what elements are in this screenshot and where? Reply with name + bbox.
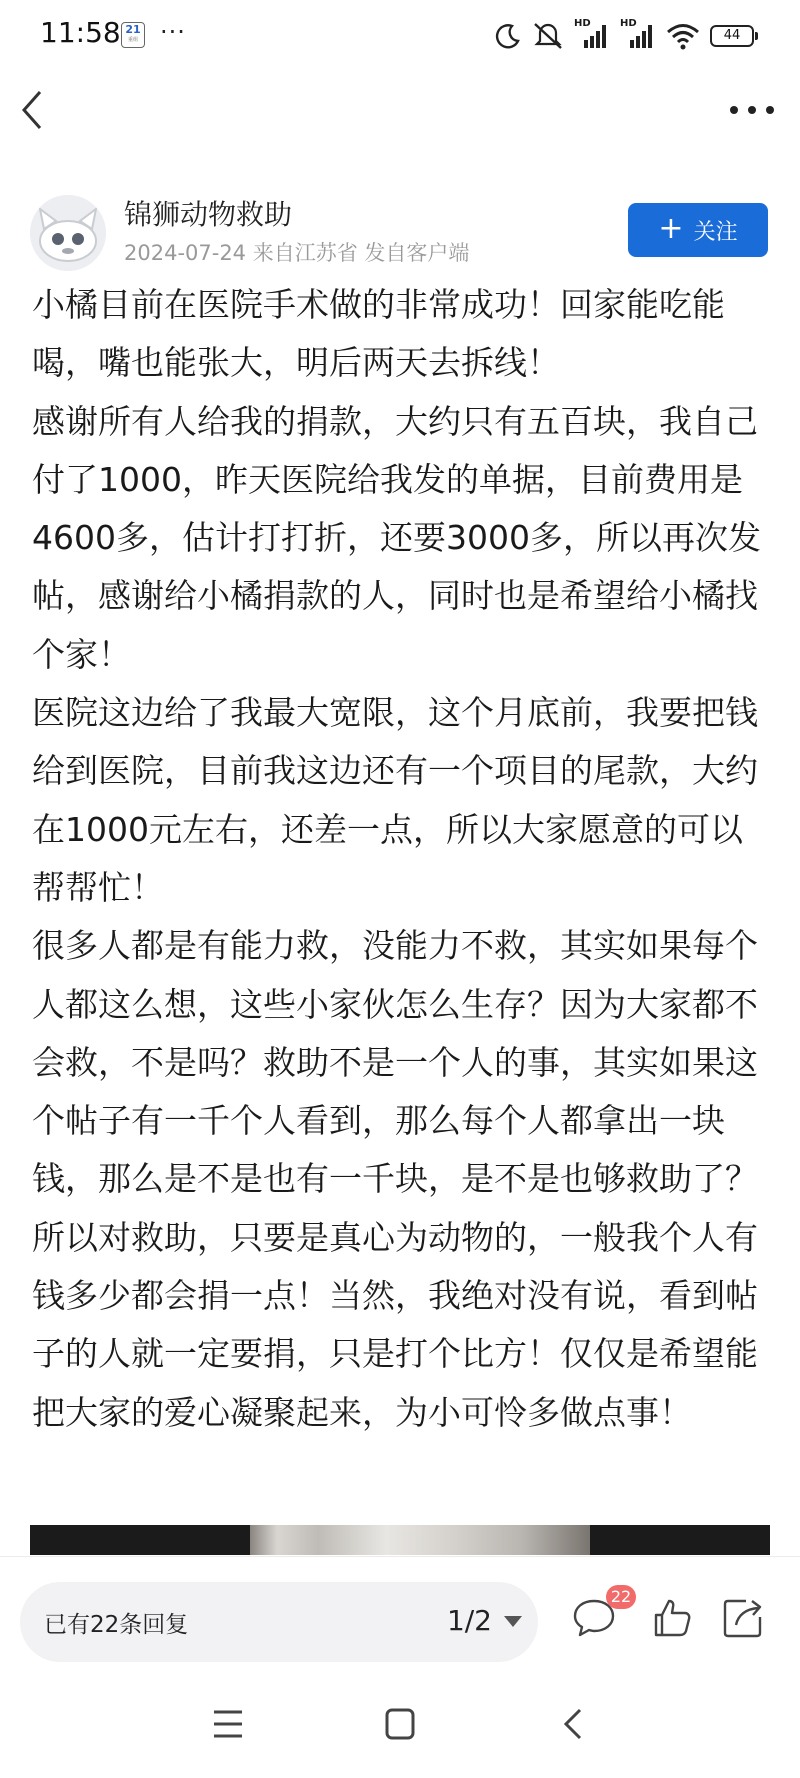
post-header [0,185,800,270]
signal-hd-label: HD [574,18,591,29]
app-notification-icon [121,22,145,48]
wifi-icon [666,22,700,50]
signal-strength-icon [574,18,610,50]
app-badge-caption: 重组 [127,37,138,43]
default-avatar-icon [30,195,106,271]
system-navigation-bar [0,1664,800,1778]
back-button[interactable] [10,82,58,138]
battery-icon: 44 [710,25,754,47]
post-image-content [250,1525,590,1555]
post-image[interactable] [30,1525,770,1555]
plus-icon: + [658,210,684,246]
recent-apps-button[interactable] [206,1704,250,1744]
status-icons [494,18,754,54]
caret-down-icon [504,1616,522,1627]
share-icon [720,1593,768,1641]
chevron-left-icon [552,1704,596,1744]
reply-count-pill[interactable] [20,1582,538,1662]
comment-count-badge: 22 [606,1585,636,1609]
chevron-left-icon [10,82,58,138]
author-name[interactable]: 锦狮动物救助 [124,198,293,231]
mute-icon [532,21,564,51]
app-badge-number: 21 [125,23,141,36]
post-body [32,276,772,1442]
like-button[interactable] [648,1593,696,1641]
signal-hd-label-2: HD [620,18,637,29]
post-paragraph: 很多人都是有能力救，没能力不救，其实如果每个人都这么想，这些小家伙怎么生存？因为大家都不会救，不是吗？救助不是一个人的事，其实如果这个帖子有一千个人看到，那么每个人都拿出一块钱，那么是不是也有一千块，是不是也够救助了？所以对救助，只要是真心为动物的，一般我个人有钱多少都会捐一点！当然，我绝对没有说，看到帖子的人就一定要捐，只是打个比方！仅仅是希望能把大家的爱心凝聚起来，为小可怜多做点事！ [32,926,758,1432]
home-button[interactable] [378,1704,422,1744]
post-paragraph: 感谢所有人给我的捐款，大约只有五百块，我自己付了1000，昨天医院给我发的单据，目前费用是4600多，估计打打折，还要3000多，所以再次发帖，感谢给小橘捐款的人，同时也是希望给小橘找个家！ [32,401,761,674]
more-horizontal-icon [724,86,780,134]
post-meta: 2024-07-24 来自江苏省 发自客户端 [124,241,470,265]
do-not-disturb-icon [494,22,522,50]
share-button[interactable] [720,1593,768,1641]
bottom-action-bar [0,1556,800,1665]
square-icon [378,1704,422,1744]
top-navigation-bar [0,72,800,148]
post-paragraph: 小橘目前在医院手术做的非常成功！回家能吃能喝，嘴也能张大，明后两天去拆线！ [32,285,725,383]
more-notifications-indicator: ··· [160,18,186,46]
status-bar [0,0,800,72]
menu-icon [206,1704,250,1744]
more-options-button[interactable] [724,86,780,134]
system-back-button[interactable] [552,1704,596,1744]
follow-button-label: 关注 [693,219,738,245]
page-indicator[interactable]: 1/2 [446,1604,492,1637]
signal-strength-2-icon [620,18,656,50]
reply-count-label: 已有22条回复 [44,1612,189,1638]
post-paragraph: 医院这边给了我最大宽限，这个月底前，我要把钱给到医院，目前我这边还有一个项目的尾款，大约在1000元左右，还差一点，所以大家愿意的可以帮帮忙！ [32,693,758,907]
status-time: 11:58 [40,16,121,49]
follow-button[interactable] [628,203,768,257]
avatar[interactable] [30,195,106,271]
like-icon [648,1593,696,1641]
